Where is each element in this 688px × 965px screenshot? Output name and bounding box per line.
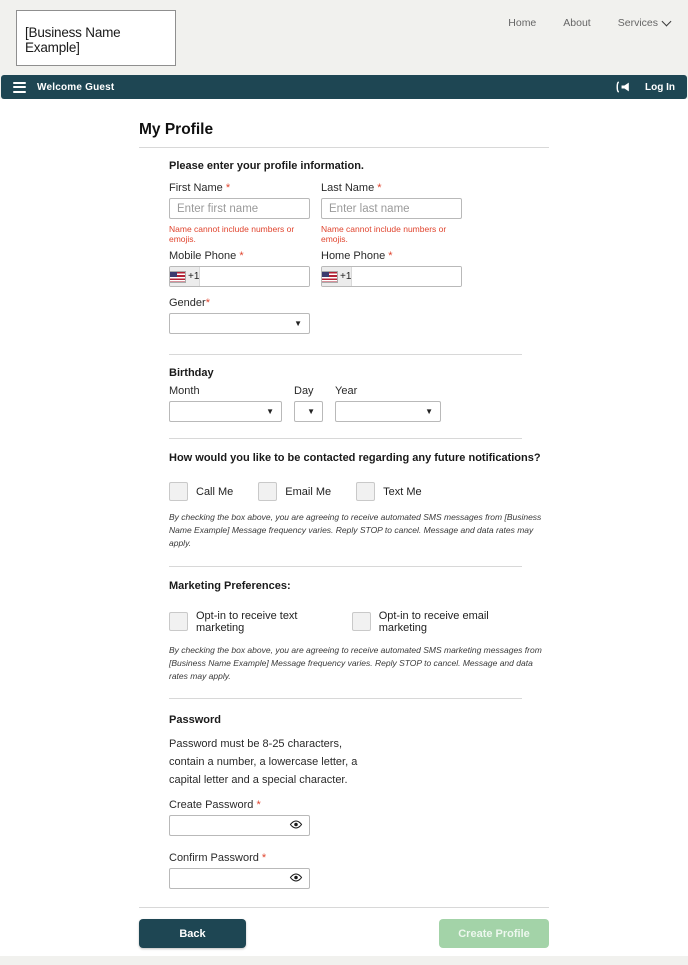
- marketing-heading: Marketing Preferences:: [169, 579, 291, 592]
- text-marketing-checkbox[interactable]: [169, 612, 188, 631]
- chevron-down-icon: ▼: [425, 407, 433, 416]
- mobile-phone-input[interactable]: [200, 267, 310, 286]
- gender-select[interactable]: [169, 313, 310, 334]
- page-footer-strip: [0, 956, 688, 965]
- home-phone-input[interactable]: [352, 267, 462, 286]
- year-select[interactable]: [335, 401, 441, 422]
- us-flag-icon: [322, 272, 337, 282]
- page-title: My Profile: [139, 121, 214, 138]
- last-name-input[interactable]: [321, 198, 462, 219]
- nav-services-label: Services: [617, 17, 658, 29]
- form-intro: Please enter your profile information.: [169, 160, 364, 172]
- contact-question: How would you like to be contacted regarding any future notifications?: [169, 452, 541, 464]
- section-divider: [169, 354, 522, 355]
- call-me-label: Call Me: [196, 485, 234, 498]
- mobile-phone-field: [169, 266, 310, 287]
- home-phone-field: [321, 266, 462, 287]
- required-asterisk: *: [205, 297, 210, 309]
- text-me-label: Text Me: [383, 485, 422, 498]
- first-name-error: Name cannot include numbers or emojis.: [169, 224, 295, 244]
- create-profile-button[interactable]: Create Profile: [439, 919, 549, 948]
- chevron-down-icon: ▼: [307, 407, 315, 416]
- nav-about-label: About: [563, 17, 591, 29]
- sms-disclaimer: By checking the box above, you are agreeing to receive automated SMS messages from [Business Name Example] Message frequency varies. Reply STOP to cancel. Message and data rates may apply.: [169, 512, 542, 549]
- section-divider: [169, 438, 522, 439]
- email-marketing-label: Opt-in to receive email marketing: [378, 609, 489, 634]
- password-heading: Password: [169, 714, 221, 727]
- email-marketing-checkbox[interactable]: [352, 612, 371, 631]
- menu-icon[interactable]: [13, 82, 26, 93]
- year-label: Year: [335, 385, 358, 397]
- email-me-label: Email Me: [285, 485, 332, 498]
- nav-about[interactable]: [563, 17, 590, 29]
- mobile-country-selector[interactable]: [170, 267, 200, 286]
- us-flag-icon: [170, 272, 185, 282]
- mobile-phone-label: Mobile Phone *: [169, 250, 244, 262]
- day-label: Day: [294, 385, 314, 397]
- required-asterisk: *: [261, 852, 267, 865]
- nav-services[interactable]: [618, 17, 670, 29]
- text-marketing-label: Opt-in to receive text marketing: [196, 609, 298, 634]
- login-button[interactable]: Log In: [645, 81, 675, 93]
- required-asterisk: *: [225, 182, 231, 194]
- back-button[interactable]: Back: [139, 919, 246, 948]
- main-content: [0, 99, 688, 956]
- chevron-down-icon: [662, 17, 672, 27]
- home-phone-label: Home Phone *: [321, 250, 393, 262]
- nav-home-label: Home: [508, 17, 537, 29]
- section-divider: [169, 698, 522, 699]
- first-name-label: First Name *: [169, 182, 231, 194]
- confirm-password-label: Confirm Password *: [169, 852, 267, 865]
- business-logo[interactable]: [16, 10, 176, 66]
- profile-form: [139, 160, 542, 889]
- home-country-selector[interactable]: [322, 267, 352, 286]
- footer-divider: [139, 907, 549, 908]
- required-asterisk: *: [239, 250, 244, 262]
- title-divider: [139, 147, 549, 148]
- main-nav: [508, 17, 670, 29]
- site-header: [0, 0, 688, 75]
- welcome-text: Welcome Guest: [37, 81, 115, 93]
- last-name-label: Last Name *: [321, 182, 382, 194]
- create-password-field: [169, 815, 310, 836]
- account-topbar: [1, 75, 687, 99]
- first-name-input[interactable]: [169, 198, 310, 219]
- chevron-down-icon: ▼: [266, 407, 274, 416]
- confirm-password-field: [169, 868, 310, 889]
- show-password-icon[interactable]: [289, 819, 303, 830]
- required-asterisk: *: [377, 182, 382, 194]
- section-divider: [169, 566, 522, 567]
- mobile-dial-code: +1: [188, 271, 200, 282]
- home-dial-code: +1: [340, 271, 352, 282]
- month-label: Month: [169, 385, 200, 397]
- required-asterisk: *: [388, 250, 393, 262]
- call-me-checkbox[interactable]: [169, 482, 188, 501]
- show-password-icon[interactable]: [289, 872, 303, 883]
- create-password-label: Create Password *: [169, 799, 261, 812]
- password-requirements: Password must be 8-25 characters, contain a number, a lowercase letter, a capital letter and a special character.: [169, 738, 358, 787]
- last-name-error: Name cannot include numbers or emojis.: [321, 224, 447, 244]
- text-me-checkbox[interactable]: [356, 482, 375, 501]
- day-select[interactable]: [294, 401, 323, 422]
- business-name-text: [Business Name Example]: [25, 25, 121, 55]
- speaker-icon[interactable]: [615, 81, 631, 93]
- marketing-disclaimer: By checking the box above, you are agreeing to receive automated SMS marketing messages from [Business Name Example] Message frequency varies. Reply STOP to cancel. Message and data rates may apply.: [169, 644, 542, 681]
- nav-home[interactable]: [508, 17, 536, 29]
- gender-label: Gender*: [169, 297, 210, 309]
- form-actions: [139, 919, 549, 956]
- required-asterisk: *: [256, 799, 261, 812]
- birthday-heading: Birthday: [169, 367, 214, 379]
- chevron-down-icon: ▼: [294, 319, 302, 328]
- email-me-checkbox[interactable]: [258, 482, 277, 501]
- month-select[interactable]: [169, 401, 282, 422]
